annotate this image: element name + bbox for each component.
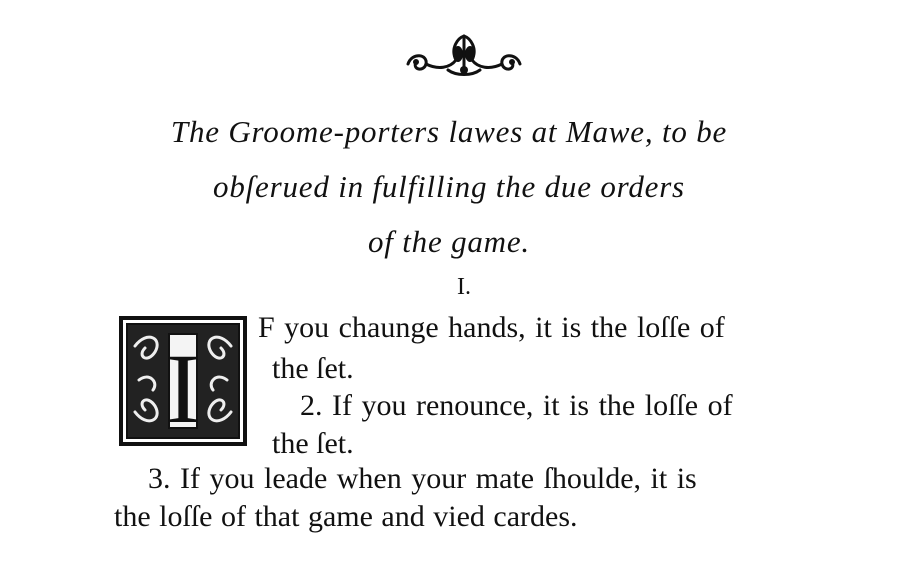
body-line-1: F you chaunge hands, it is the loſſe of (258, 311, 725, 344)
heading (0, 104, 898, 269)
body-line-4: the ſet. (272, 427, 354, 460)
body-line-5: 3. If you leade when your mate ſhoulde, it is (148, 462, 697, 495)
heading-line-3: of the game. (368, 224, 530, 259)
dropcap-letter: I (166, 333, 200, 444)
heading-line-1: The Groome-porters lawes at Mawe, to be (170, 114, 728, 149)
body-line-3: 2. If you renounce, it is the loſſe of (300, 389, 733, 422)
heading-line-2: obſerued in fulfilling the due orders (213, 169, 685, 204)
decorated-initial-icon (119, 316, 247, 446)
body-line-6: the loſſe of that game and vied cardes. (114, 500, 578, 533)
body-line-2: the ſet. (272, 352, 354, 385)
fleuron-ornament-icon (398, 30, 530, 80)
section-number: I. (457, 274, 471, 300)
